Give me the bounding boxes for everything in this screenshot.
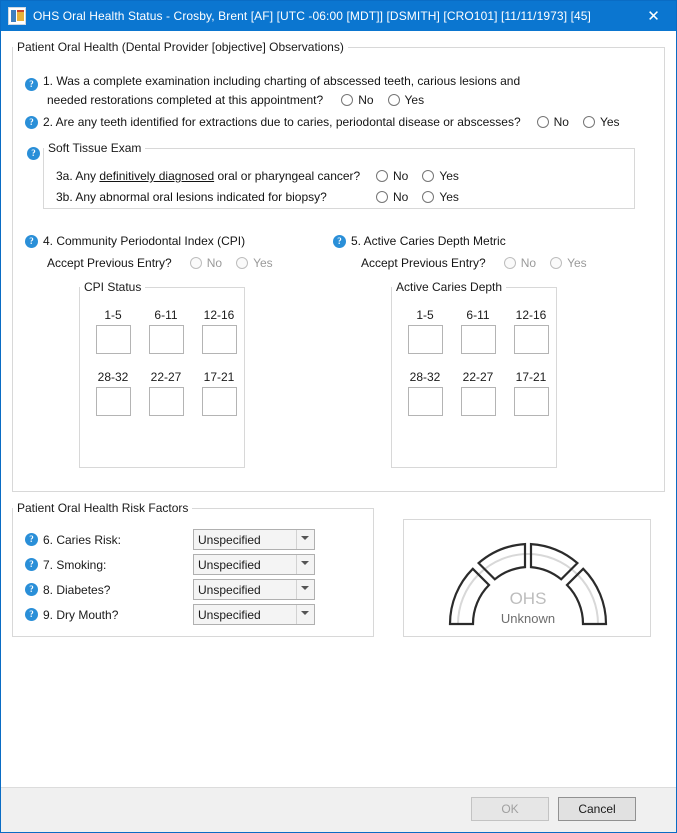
question-3a-radio-yes[interactable] <box>422 169 459 183</box>
question-3a-underline: definitively diagnosed <box>99 169 215 183</box>
caries-risk-combo-wrap <box>193 529 315 550</box>
question-1 <box>25 74 625 107</box>
caries-input-28-32[interactable] <box>408 387 443 416</box>
cpi-input-22-27[interactable] <box>149 387 184 416</box>
info-icon[interactable]: ? <box>25 583 38 596</box>
gauge-status: Unknown <box>500 611 556 626</box>
cpi-label-28-32: 28-32 <box>97 370 129 384</box>
cpi-cell-17-21 <box>200 370 238 416</box>
question-5-radio-no-label: No <box>520 256 537 270</box>
cpi-status-legend: CPI Status <box>84 280 142 294</box>
info-icon[interactable]: ? <box>25 116 38 129</box>
patient-oral-health-legend: Patient Oral Health (Dental Provider [objective] Observations) <box>17 40 344 54</box>
risk-factors-group <box>12 501 374 637</box>
patient-oral-health-group <box>12 40 665 492</box>
cancel-button[interactable]: Cancel <box>558 797 636 821</box>
question-5-radio-yes-label: Yes <box>567 256 587 270</box>
caries-cell-17-21 <box>512 370 550 416</box>
question-3a <box>56 169 473 183</box>
caries-cell-22-27 <box>459 370 497 416</box>
risk-factors-legend: Patient Oral Health Risk Factors <box>17 501 189 515</box>
active-caries-grid <box>406 308 550 416</box>
risk-factor-row-caries <box>25 529 315 550</box>
smoking-combo-wrap <box>193 554 315 575</box>
question-2-radio-no[interactable] <box>537 115 569 129</box>
info-icon[interactable]: ? <box>333 235 346 248</box>
question-1-radio-yes-label: Yes <box>404 93 425 107</box>
cpi-input-12-16[interactable] <box>202 325 237 354</box>
diabetes-select[interactable] <box>193 579 315 600</box>
cpi-label-1-5: 1-5 <box>104 308 122 322</box>
caries-label-17-21: 17-21 <box>515 370 547 384</box>
dry-mouth-combo-wrap <box>193 604 315 625</box>
question-1-text-line2: needed restorations completed at this appointment? <box>47 93 324 107</box>
cpi-row-top <box>94 308 238 354</box>
question-4-accept-label: Accept Previous Entry? <box>47 256 172 270</box>
window-title: OHS Oral Health Status - Crosby, Brent [AF] [UTC -06:00 [MDT]] [DSMITH] [CRO101] [11/11/1973] [45] <box>33 9 591 23</box>
question-3b-radio-no[interactable] <box>376 190 408 204</box>
question-5-radio-yes[interactable] <box>550 256 587 270</box>
question-3a-radio-no-label: No <box>393 169 409 183</box>
question-4-radio-yes-label: Yes <box>253 256 273 270</box>
cpi-input-28-32[interactable] <box>96 387 131 416</box>
question-4-text: 4. Community Periodontal Index (CPI) <box>43 234 246 248</box>
caries-label-6-11: 6-11 <box>466 308 490 322</box>
risk-factor-row-smoking <box>25 554 315 575</box>
cpi-status-group <box>79 280 245 468</box>
question-2-radio-yes[interactable] <box>583 115 620 129</box>
cpi-label-22-27: 22-27 <box>150 370 182 384</box>
question-3a-post: oral or pharyngeal cancer? <box>214 169 361 183</box>
caries-risk-label: 6. Caries Risk: <box>43 532 122 547</box>
active-caries-depth-legend: Active Caries Depth <box>396 280 503 294</box>
question-2-radio-no-label: No <box>553 115 569 129</box>
dialog-footer <box>1 787 676 832</box>
caries-label-1-5: 1-5 <box>416 308 434 322</box>
caries-input-1-5[interactable] <box>408 325 443 354</box>
question-4 <box>25 234 245 248</box>
cpi-label-6-11: 6-11 <box>154 308 178 322</box>
info-icon[interactable]: ? <box>25 558 38 571</box>
soft-tissue-exam-group <box>43 141 635 209</box>
title-bar <box>1 1 676 31</box>
question-4-radio-yes[interactable] <box>236 256 273 270</box>
question-3b-text: 3b. Any abnormal oral lesions indicated for biopsy? <box>56 190 327 204</box>
question-3b-radio-yes-label: Yes <box>439 190 459 204</box>
question-5-accept-row <box>361 256 601 270</box>
question-5-radio-no[interactable] <box>504 256 536 270</box>
question-3a-pre: 3a. Any <box>56 169 100 183</box>
cpi-input-17-21[interactable] <box>202 387 237 416</box>
app-icon <box>8 7 26 25</box>
question-1-radio-yes[interactable] <box>388 93 425 107</box>
cpi-cell-6-11 <box>147 308 185 354</box>
cpi-label-17-21: 17-21 <box>203 370 235 384</box>
cpi-input-1-5[interactable] <box>96 325 131 354</box>
cpi-cell-22-27 <box>147 370 185 416</box>
dialog-body <box>1 31 676 832</box>
question-4-radio-no[interactable] <box>190 256 222 270</box>
caries-cell-12-16 <box>512 308 550 354</box>
info-icon[interactable]: ? <box>25 235 38 248</box>
ohs-gauge-icon <box>404 520 652 636</box>
info-icon[interactable]: ? <box>27 147 40 160</box>
cpi-row-bottom <box>94 370 238 416</box>
gauge-title: OHS <box>509 589 547 608</box>
caries-label-12-16: 12-16 <box>515 308 547 322</box>
question-3a-text <box>56 169 376 183</box>
ok-button[interactable]: OK <box>471 797 549 821</box>
question-3b <box>56 190 473 204</box>
risk-factor-row-dry-mouth <box>25 604 315 625</box>
question-4-radio-no-label: No <box>206 256 223 270</box>
question-2-text: 2. Are any teeth identified for extractions due to caries, periodontal disease or abscesses? <box>43 115 521 129</box>
cpi-label-12-16: 12-16 <box>203 308 235 322</box>
cpi-status-grid <box>94 308 238 416</box>
info-icon[interactable]: ? <box>25 78 38 91</box>
dry-mouth-select[interactable] <box>193 604 315 625</box>
caries-label-28-32: 28-32 <box>409 370 441 384</box>
soft-tissue-exam-legend: Soft Tissue Exam <box>48 141 142 155</box>
caries-input-22-27[interactable] <box>461 387 496 416</box>
caries-row-top <box>406 308 550 354</box>
cpi-input-6-11[interactable] <box>149 325 184 354</box>
info-icon[interactable]: ? <box>25 533 38 546</box>
close-icon[interactable]: ✕ <box>647 8 660 25</box>
question-3b-radio-no-label: No <box>393 190 409 204</box>
caries-cell-1-5 <box>406 308 444 354</box>
question-1-radio-no-label: No <box>358 93 374 107</box>
question-3a-radio-yes-label: Yes <box>439 169 459 183</box>
info-icon[interactable]: ? <box>25 608 38 621</box>
caries-row-bottom <box>406 370 550 416</box>
cpi-cell-1-5 <box>94 308 132 354</box>
caries-input-17-21[interactable] <box>514 387 549 416</box>
cpi-cell-28-32 <box>94 370 132 416</box>
question-5 <box>333 234 506 248</box>
active-caries-depth-group <box>391 280 557 468</box>
diabetes-label: 8. Diabetes? <box>43 582 111 597</box>
question-4-accept-row <box>47 256 287 270</box>
risk-factor-row-diabetes <box>25 579 315 600</box>
caries-input-12-16[interactable] <box>514 325 549 354</box>
question-3b-radio-yes[interactable] <box>422 190 459 204</box>
caries-cell-6-11 <box>459 308 497 354</box>
caries-input-6-11[interactable] <box>461 325 496 354</box>
question-5-accept-label: Accept Previous Entry? <box>361 256 486 270</box>
question-3a-radio-no[interactable] <box>376 169 408 183</box>
question-1-text-line1: 1. Was a complete examination including charting of abscessed teeth, carious lesions and <box>43 74 521 88</box>
question-2-radio-yes-label: Yes <box>599 115 620 129</box>
smoking-label: 7. Smoking: <box>43 557 107 572</box>
ohs-gauge-panel <box>403 519 651 637</box>
caries-risk-select[interactable] <box>193 529 315 550</box>
dry-mouth-label: 9. Dry Mouth? <box>43 607 119 622</box>
question-2 <box>25 115 645 129</box>
cpi-cell-12-16 <box>200 308 238 354</box>
caries-label-22-27: 22-27 <box>462 370 494 384</box>
question-1-radio-no[interactable] <box>341 93 373 107</box>
question-5-text: 5. Active Caries Depth Metric <box>351 234 506 248</box>
smoking-select[interactable] <box>193 554 315 575</box>
caries-cell-28-32 <box>406 370 444 416</box>
diabetes-combo-wrap <box>193 579 315 600</box>
